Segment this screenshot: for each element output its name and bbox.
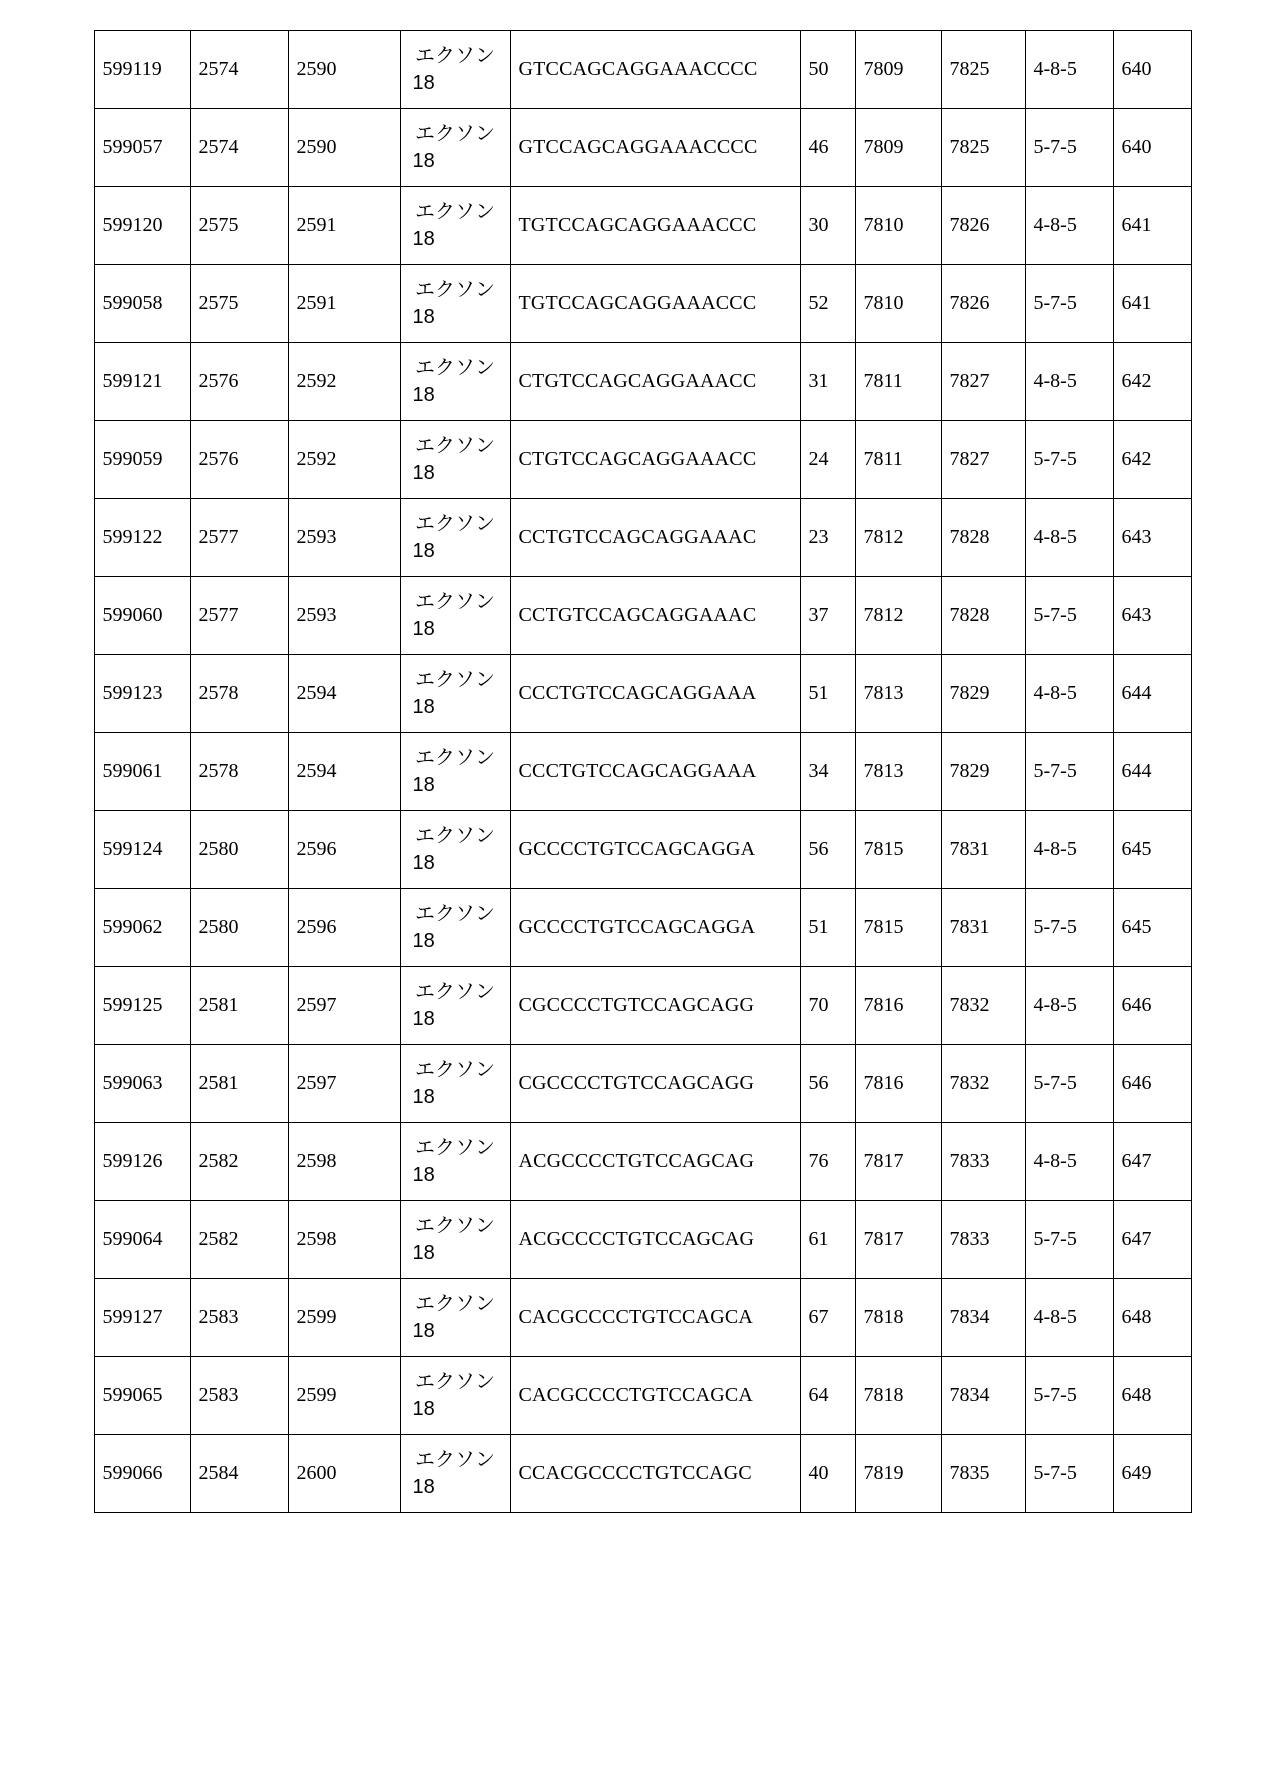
cell-count: 51 (800, 655, 855, 733)
cell-motif: 5-7-5 (1025, 733, 1113, 811)
cell-count: 37 (800, 577, 855, 655)
cell-start: 2577 (190, 499, 288, 577)
cell-seq-no: 648 (1113, 1279, 1191, 1357)
cell-seq-no: 649 (1113, 1435, 1191, 1513)
cell-motif: 4-8-5 (1025, 187, 1113, 265)
cell-motif: 4-8-5 (1025, 811, 1113, 889)
cell-count: 70 (800, 967, 855, 1045)
table-row (94, 1279, 1191, 1357)
cell-pos-end: 7831 (941, 811, 1025, 889)
cell-count: 67 (800, 1279, 855, 1357)
cell-seq-no: 648 (1113, 1357, 1191, 1435)
cell-seq-no: 644 (1113, 655, 1191, 733)
cell-pos-start: 7813 (855, 733, 941, 811)
cell-sequence: CACGCCCCTGTCCAGCA (510, 1357, 800, 1435)
cell-count: 23 (800, 499, 855, 577)
cell-pos-end: 7825 (941, 109, 1025, 187)
exon-number: 18 (412, 1397, 435, 1420)
cell-seq-no: 645 (1113, 889, 1191, 967)
cell-end: 2598 (288, 1201, 400, 1279)
cell-pos-start: 7819 (855, 1435, 941, 1513)
cell-id: 599123 (94, 655, 190, 733)
exon-label: エクソン (415, 1058, 495, 1081)
cell-id: 599065 (94, 1357, 190, 1435)
oligonucleotide-table (94, 30, 1192, 1513)
cell-count: 52 (800, 265, 855, 343)
table-row (94, 577, 1191, 655)
exon-number: 18 (412, 851, 435, 874)
cell-motif: 5-7-5 (1025, 1357, 1113, 1435)
table-row (94, 1201, 1191, 1279)
cell-exon (400, 811, 510, 889)
table-row (94, 343, 1191, 421)
cell-end: 2592 (288, 421, 400, 499)
cell-pos-end: 7834 (941, 1357, 1025, 1435)
cell-sequence: CCCTGTCCAGCAGGAAA (510, 655, 800, 733)
cell-count: 76 (800, 1123, 855, 1201)
cell-id: 599058 (94, 265, 190, 343)
cell-pos-start: 7809 (855, 31, 941, 109)
cell-seq-no: 642 (1113, 343, 1191, 421)
cell-id: 599057 (94, 109, 190, 187)
cell-start: 2576 (190, 421, 288, 499)
cell-sequence: TGTCCAGCAGGAAACCC (510, 187, 800, 265)
cell-count: 61 (800, 1201, 855, 1279)
cell-pos-start: 7816 (855, 967, 941, 1045)
cell-start: 2581 (190, 1045, 288, 1123)
cell-sequence: GCCCCTGTCCAGCAGGA (510, 811, 800, 889)
cell-seq-no: 643 (1113, 499, 1191, 577)
cell-seq-no: 647 (1113, 1123, 1191, 1201)
cell-seq-no: 643 (1113, 577, 1191, 655)
cell-seq-no: 641 (1113, 265, 1191, 343)
cell-exon (400, 499, 510, 577)
cell-sequence: CTGTCCAGCAGGAAACC (510, 343, 800, 421)
cell-count: 40 (800, 1435, 855, 1513)
cell-end: 2596 (288, 811, 400, 889)
cell-pos-start: 7809 (855, 109, 941, 187)
cell-pos-end: 7829 (941, 655, 1025, 733)
cell-id: 599125 (94, 967, 190, 1045)
cell-motif: 5-7-5 (1025, 1435, 1113, 1513)
cell-end: 2593 (288, 577, 400, 655)
cell-seq-no: 646 (1113, 967, 1191, 1045)
cell-start: 2578 (190, 733, 288, 811)
exon-label: エクソン (415, 512, 495, 535)
cell-start: 2581 (190, 967, 288, 1045)
cell-start: 2580 (190, 811, 288, 889)
cell-id: 599064 (94, 1201, 190, 1279)
table-row (94, 733, 1191, 811)
cell-start: 2575 (190, 187, 288, 265)
cell-sequence: GCCCCTGTCCAGCAGGA (510, 889, 800, 967)
cell-motif: 4-8-5 (1025, 967, 1113, 1045)
cell-id: 599126 (94, 1123, 190, 1201)
cell-id: 599059 (94, 421, 190, 499)
cell-exon (400, 577, 510, 655)
cell-count: 46 (800, 109, 855, 187)
cell-motif: 5-7-5 (1025, 109, 1113, 187)
exon-number: 18 (412, 461, 435, 484)
table-row (94, 187, 1191, 265)
cell-count: 64 (800, 1357, 855, 1435)
exon-label: エクソン (415, 122, 495, 145)
cell-seq-no: 644 (1113, 733, 1191, 811)
cell-pos-end: 7832 (941, 1045, 1025, 1123)
cell-exon (400, 1435, 510, 1513)
cell-id: 599066 (94, 1435, 190, 1513)
cell-start: 2583 (190, 1279, 288, 1357)
cell-pos-start: 7811 (855, 421, 941, 499)
cell-end: 2597 (288, 1045, 400, 1123)
exon-number: 18 (412, 929, 435, 952)
cell-pos-end: 7833 (941, 1123, 1025, 1201)
cell-start: 2583 (190, 1357, 288, 1435)
cell-exon (400, 109, 510, 187)
cell-sequence: CCCTGTCCAGCAGGAAA (510, 733, 800, 811)
cell-motif: 4-8-5 (1025, 1123, 1113, 1201)
exon-number: 18 (412, 227, 435, 250)
cell-exon (400, 265, 510, 343)
exon-number: 18 (412, 383, 435, 406)
table-row (94, 889, 1191, 967)
cell-pos-start: 7817 (855, 1123, 941, 1201)
table-row (94, 811, 1191, 889)
cell-pos-end: 7826 (941, 265, 1025, 343)
table-body (94, 31, 1191, 1513)
cell-end: 2590 (288, 31, 400, 109)
exon-label: エクソン (415, 44, 495, 67)
cell-exon (400, 889, 510, 967)
cell-exon (400, 1201, 510, 1279)
cell-pos-end: 7835 (941, 1435, 1025, 1513)
cell-motif: 5-7-5 (1025, 1201, 1113, 1279)
exon-number: 18 (412, 1241, 435, 1264)
cell-end: 2593 (288, 499, 400, 577)
cell-sequence: CCTGTCCAGCAGGAAAC (510, 499, 800, 577)
exon-label: エクソン (415, 590, 495, 613)
cell-exon (400, 31, 510, 109)
cell-end: 2592 (288, 343, 400, 421)
exon-number: 18 (412, 1163, 435, 1186)
exon-label: エクソン (415, 746, 495, 769)
cell-start: 2584 (190, 1435, 288, 1513)
cell-pos-end: 7831 (941, 889, 1025, 967)
cell-sequence: GTCCAGCAGGAAACCCC (510, 109, 800, 187)
cell-start: 2577 (190, 577, 288, 655)
exon-number: 18 (412, 71, 435, 94)
table-row (94, 109, 1191, 187)
exon-label: エクソン (415, 902, 495, 925)
cell-count: 50 (800, 31, 855, 109)
cell-end: 2599 (288, 1357, 400, 1435)
cell-start: 2580 (190, 889, 288, 967)
cell-exon (400, 421, 510, 499)
cell-motif: 4-8-5 (1025, 655, 1113, 733)
exon-label: エクソン (415, 1136, 495, 1159)
cell-sequence: CTGTCCAGCAGGAAACC (510, 421, 800, 499)
exon-number: 18 (412, 1007, 435, 1030)
cell-pos-start: 7812 (855, 577, 941, 655)
table-row (94, 655, 1191, 733)
cell-seq-no: 641 (1113, 187, 1191, 265)
cell-id: 599121 (94, 343, 190, 421)
cell-pos-end: 7833 (941, 1201, 1025, 1279)
table-row (94, 1123, 1191, 1201)
cell-pos-end: 7834 (941, 1279, 1025, 1357)
cell-seq-no: 640 (1113, 31, 1191, 109)
cell-motif: 5-7-5 (1025, 1045, 1113, 1123)
exon-number: 18 (412, 1475, 435, 1498)
cell-end: 2596 (288, 889, 400, 967)
cell-motif: 5-7-5 (1025, 889, 1113, 967)
cell-pos-start: 7810 (855, 187, 941, 265)
cell-start: 2574 (190, 31, 288, 109)
cell-end: 2597 (288, 967, 400, 1045)
cell-id: 599124 (94, 811, 190, 889)
cell-end: 2594 (288, 733, 400, 811)
exon-label: エクソン (415, 434, 495, 457)
exon-label: エクソン (415, 200, 495, 223)
cell-end: 2600 (288, 1435, 400, 1513)
cell-motif: 5-7-5 (1025, 421, 1113, 499)
cell-pos-start: 7810 (855, 265, 941, 343)
cell-sequence: CGCCCCTGTCCAGCAGG (510, 967, 800, 1045)
cell-exon (400, 187, 510, 265)
cell-count: 51 (800, 889, 855, 967)
table-row (94, 967, 1191, 1045)
cell-seq-no: 640 (1113, 109, 1191, 187)
cell-count: 56 (800, 1045, 855, 1123)
exon-label: エクソン (415, 980, 495, 1003)
cell-count: 31 (800, 343, 855, 421)
cell-id: 599119 (94, 31, 190, 109)
cell-motif: 5-7-5 (1025, 265, 1113, 343)
exon-label: エクソン (415, 278, 495, 301)
cell-motif: 4-8-5 (1025, 31, 1113, 109)
cell-pos-start: 7811 (855, 343, 941, 421)
cell-seq-no: 642 (1113, 421, 1191, 499)
cell-id: 599063 (94, 1045, 190, 1123)
cell-pos-start: 7813 (855, 655, 941, 733)
cell-exon (400, 967, 510, 1045)
cell-end: 2591 (288, 187, 400, 265)
cell-start: 2576 (190, 343, 288, 421)
cell-end: 2598 (288, 1123, 400, 1201)
cell-count: 30 (800, 187, 855, 265)
cell-pos-end: 7825 (941, 31, 1025, 109)
cell-sequence: CCTGTCCAGCAGGAAAC (510, 577, 800, 655)
exon-label: エクソン (415, 1214, 495, 1237)
cell-pos-start: 7815 (855, 889, 941, 967)
cell-pos-end: 7827 (941, 343, 1025, 421)
cell-sequence: CACGCCCCTGTCCAGCA (510, 1279, 800, 1357)
cell-sequence: ACGCCCCTGTCCAGCAG (510, 1201, 800, 1279)
cell-sequence: GTCCAGCAGGAAACCCC (510, 31, 800, 109)
cell-motif: 5-7-5 (1025, 577, 1113, 655)
cell-seq-no: 646 (1113, 1045, 1191, 1123)
cell-start: 2575 (190, 265, 288, 343)
cell-end: 2599 (288, 1279, 400, 1357)
cell-id: 599127 (94, 1279, 190, 1357)
cell-id: 599061 (94, 733, 190, 811)
cell-seq-no: 647 (1113, 1201, 1191, 1279)
table-row (94, 31, 1191, 109)
exon-label: エクソン (415, 668, 495, 691)
cell-start: 2582 (190, 1123, 288, 1201)
table-row (94, 1435, 1191, 1513)
cell-start: 2578 (190, 655, 288, 733)
cell-start: 2582 (190, 1201, 288, 1279)
exon-number: 18 (412, 617, 435, 640)
cell-sequence: CGCCCCTGTCCAGCAGG (510, 1045, 800, 1123)
table-row (94, 421, 1191, 499)
exon-number: 18 (412, 695, 435, 718)
cell-pos-end: 7826 (941, 187, 1025, 265)
cell-count: 56 (800, 811, 855, 889)
cell-exon (400, 655, 510, 733)
cell-pos-start: 7818 (855, 1279, 941, 1357)
cell-exon (400, 1279, 510, 1357)
cell-motif: 4-8-5 (1025, 1279, 1113, 1357)
cell-motif: 4-8-5 (1025, 499, 1113, 577)
cell-id: 599060 (94, 577, 190, 655)
cell-exon (400, 343, 510, 421)
exon-label: エクソン (415, 1370, 495, 1393)
exon-number: 18 (412, 1319, 435, 1342)
exon-label: エクソン (415, 356, 495, 379)
cell-sequence: TGTCCAGCAGGAAACCC (510, 265, 800, 343)
cell-motif: 4-8-5 (1025, 343, 1113, 421)
cell-exon (400, 1123, 510, 1201)
cell-sequence: CCACGCCCCTGTCCAGC (510, 1435, 800, 1513)
table-row (94, 265, 1191, 343)
cell-pos-end: 7827 (941, 421, 1025, 499)
table-row (94, 499, 1191, 577)
cell-pos-start: 7817 (855, 1201, 941, 1279)
cell-id: 599062 (94, 889, 190, 967)
cell-id: 599120 (94, 187, 190, 265)
cell-id: 599122 (94, 499, 190, 577)
exon-number: 18 (412, 773, 435, 796)
cell-end: 2591 (288, 265, 400, 343)
cell-end: 2590 (288, 109, 400, 187)
cell-start: 2574 (190, 109, 288, 187)
cell-end: 2594 (288, 655, 400, 733)
cell-exon (400, 1357, 510, 1435)
cell-pos-start: 7818 (855, 1357, 941, 1435)
exon-label: エクソン (415, 1292, 495, 1315)
table-row (94, 1357, 1191, 1435)
cell-exon (400, 733, 510, 811)
cell-count: 24 (800, 421, 855, 499)
cell-exon (400, 1045, 510, 1123)
exon-number: 18 (412, 305, 435, 328)
cell-pos-end: 7829 (941, 733, 1025, 811)
exon-label: エクソン (415, 824, 495, 847)
cell-pos-end: 7828 (941, 577, 1025, 655)
cell-sequence: ACGCCCCTGTCCAGCAG (510, 1123, 800, 1201)
exon-number: 18 (412, 149, 435, 172)
cell-pos-start: 7812 (855, 499, 941, 577)
exon-number: 18 (412, 539, 435, 562)
table-row (94, 1045, 1191, 1123)
cell-pos-end: 7828 (941, 499, 1025, 577)
cell-pos-start: 7816 (855, 1045, 941, 1123)
cell-count: 34 (800, 733, 855, 811)
exon-label: エクソン (415, 1448, 495, 1471)
cell-pos-start: 7815 (855, 811, 941, 889)
exon-number: 18 (412, 1085, 435, 1108)
cell-pos-end: 7832 (941, 967, 1025, 1045)
cell-seq-no: 645 (1113, 811, 1191, 889)
